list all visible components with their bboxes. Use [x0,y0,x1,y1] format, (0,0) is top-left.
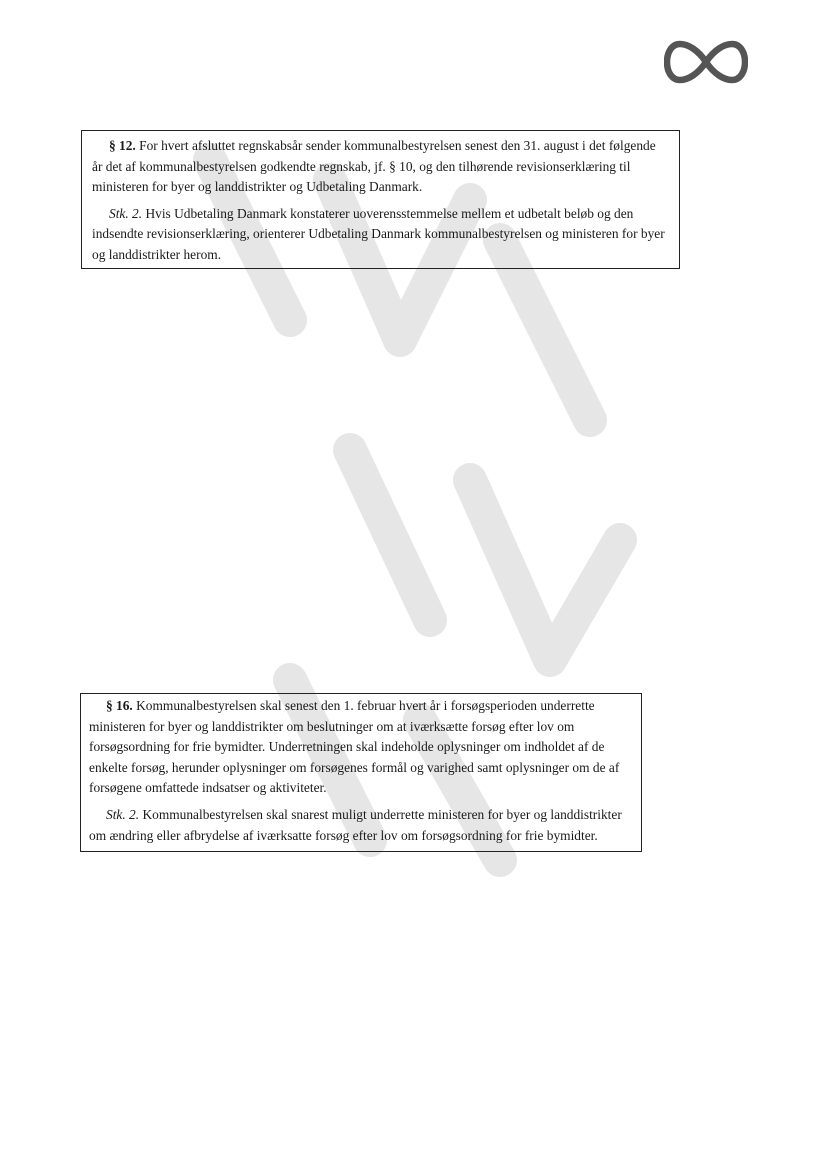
section-16-paragraph [89,696,633,799]
section-12-text: For hvert afsluttet regnskabsår sender kommunalbestyrelsen senest den 31. august i det følgende år det af kommunalbestyrelsen godkendte regnskab, jf. § 10, og den tilhørende revisionserklæring til ministeren for byer og landdistrikter og Udbetaling Danmark. [92,138,656,195]
section-12-stk-label: Stk. 2. [109,205,143,221]
section-16-stk-text: Kommunalbestyrelsen skal snarest muligt underrette ministeren for byer og landdistrikter om ændring eller afbrydelse af iværksatte forsøg efter lov om forsøgsordning for frie bymidter. [89,806,622,843]
section-16-number: § 16. [106,698,133,713]
infinity-logo-icon [664,38,748,86]
section-12-paragraph [92,136,669,198]
section-12-stk-2 [92,204,669,266]
section-16-stk-2 [89,805,633,846]
section-12-number: § 12. [109,138,136,153]
section-16-text: Kommunalbestyrelsen skal senest den 1. februar hvert år i forsøgsperioden underrette ministeren for byer og landdistrikter om beslutninger om at iværksætte forsøg efter lov om forsøgsordning for frie bymidter. Underretningen skal indeholde oplysninger om indholdet af de enkelte forsøg, herunder oplysninger om forsøgenes formål og varighed samt oplysninger om de af forsøgene omfattede indsatser og aktiviteter. [89,698,620,796]
section-16-stk-label: Stk. 2. [106,806,140,822]
law-excerpt-section-16 [80,693,642,852]
law-excerpt-section-12 [81,130,680,269]
section-12-stk-text: Hvis Udbetaling Danmark konstaterer uoverensstemmelse mellem et udbetalt beløb og den indsendte revisionserklæring, orienterer Udbetaling Danmark kommunalbestyrelsen og ministeren for byer og landdistrikter herom. [92,205,665,262]
